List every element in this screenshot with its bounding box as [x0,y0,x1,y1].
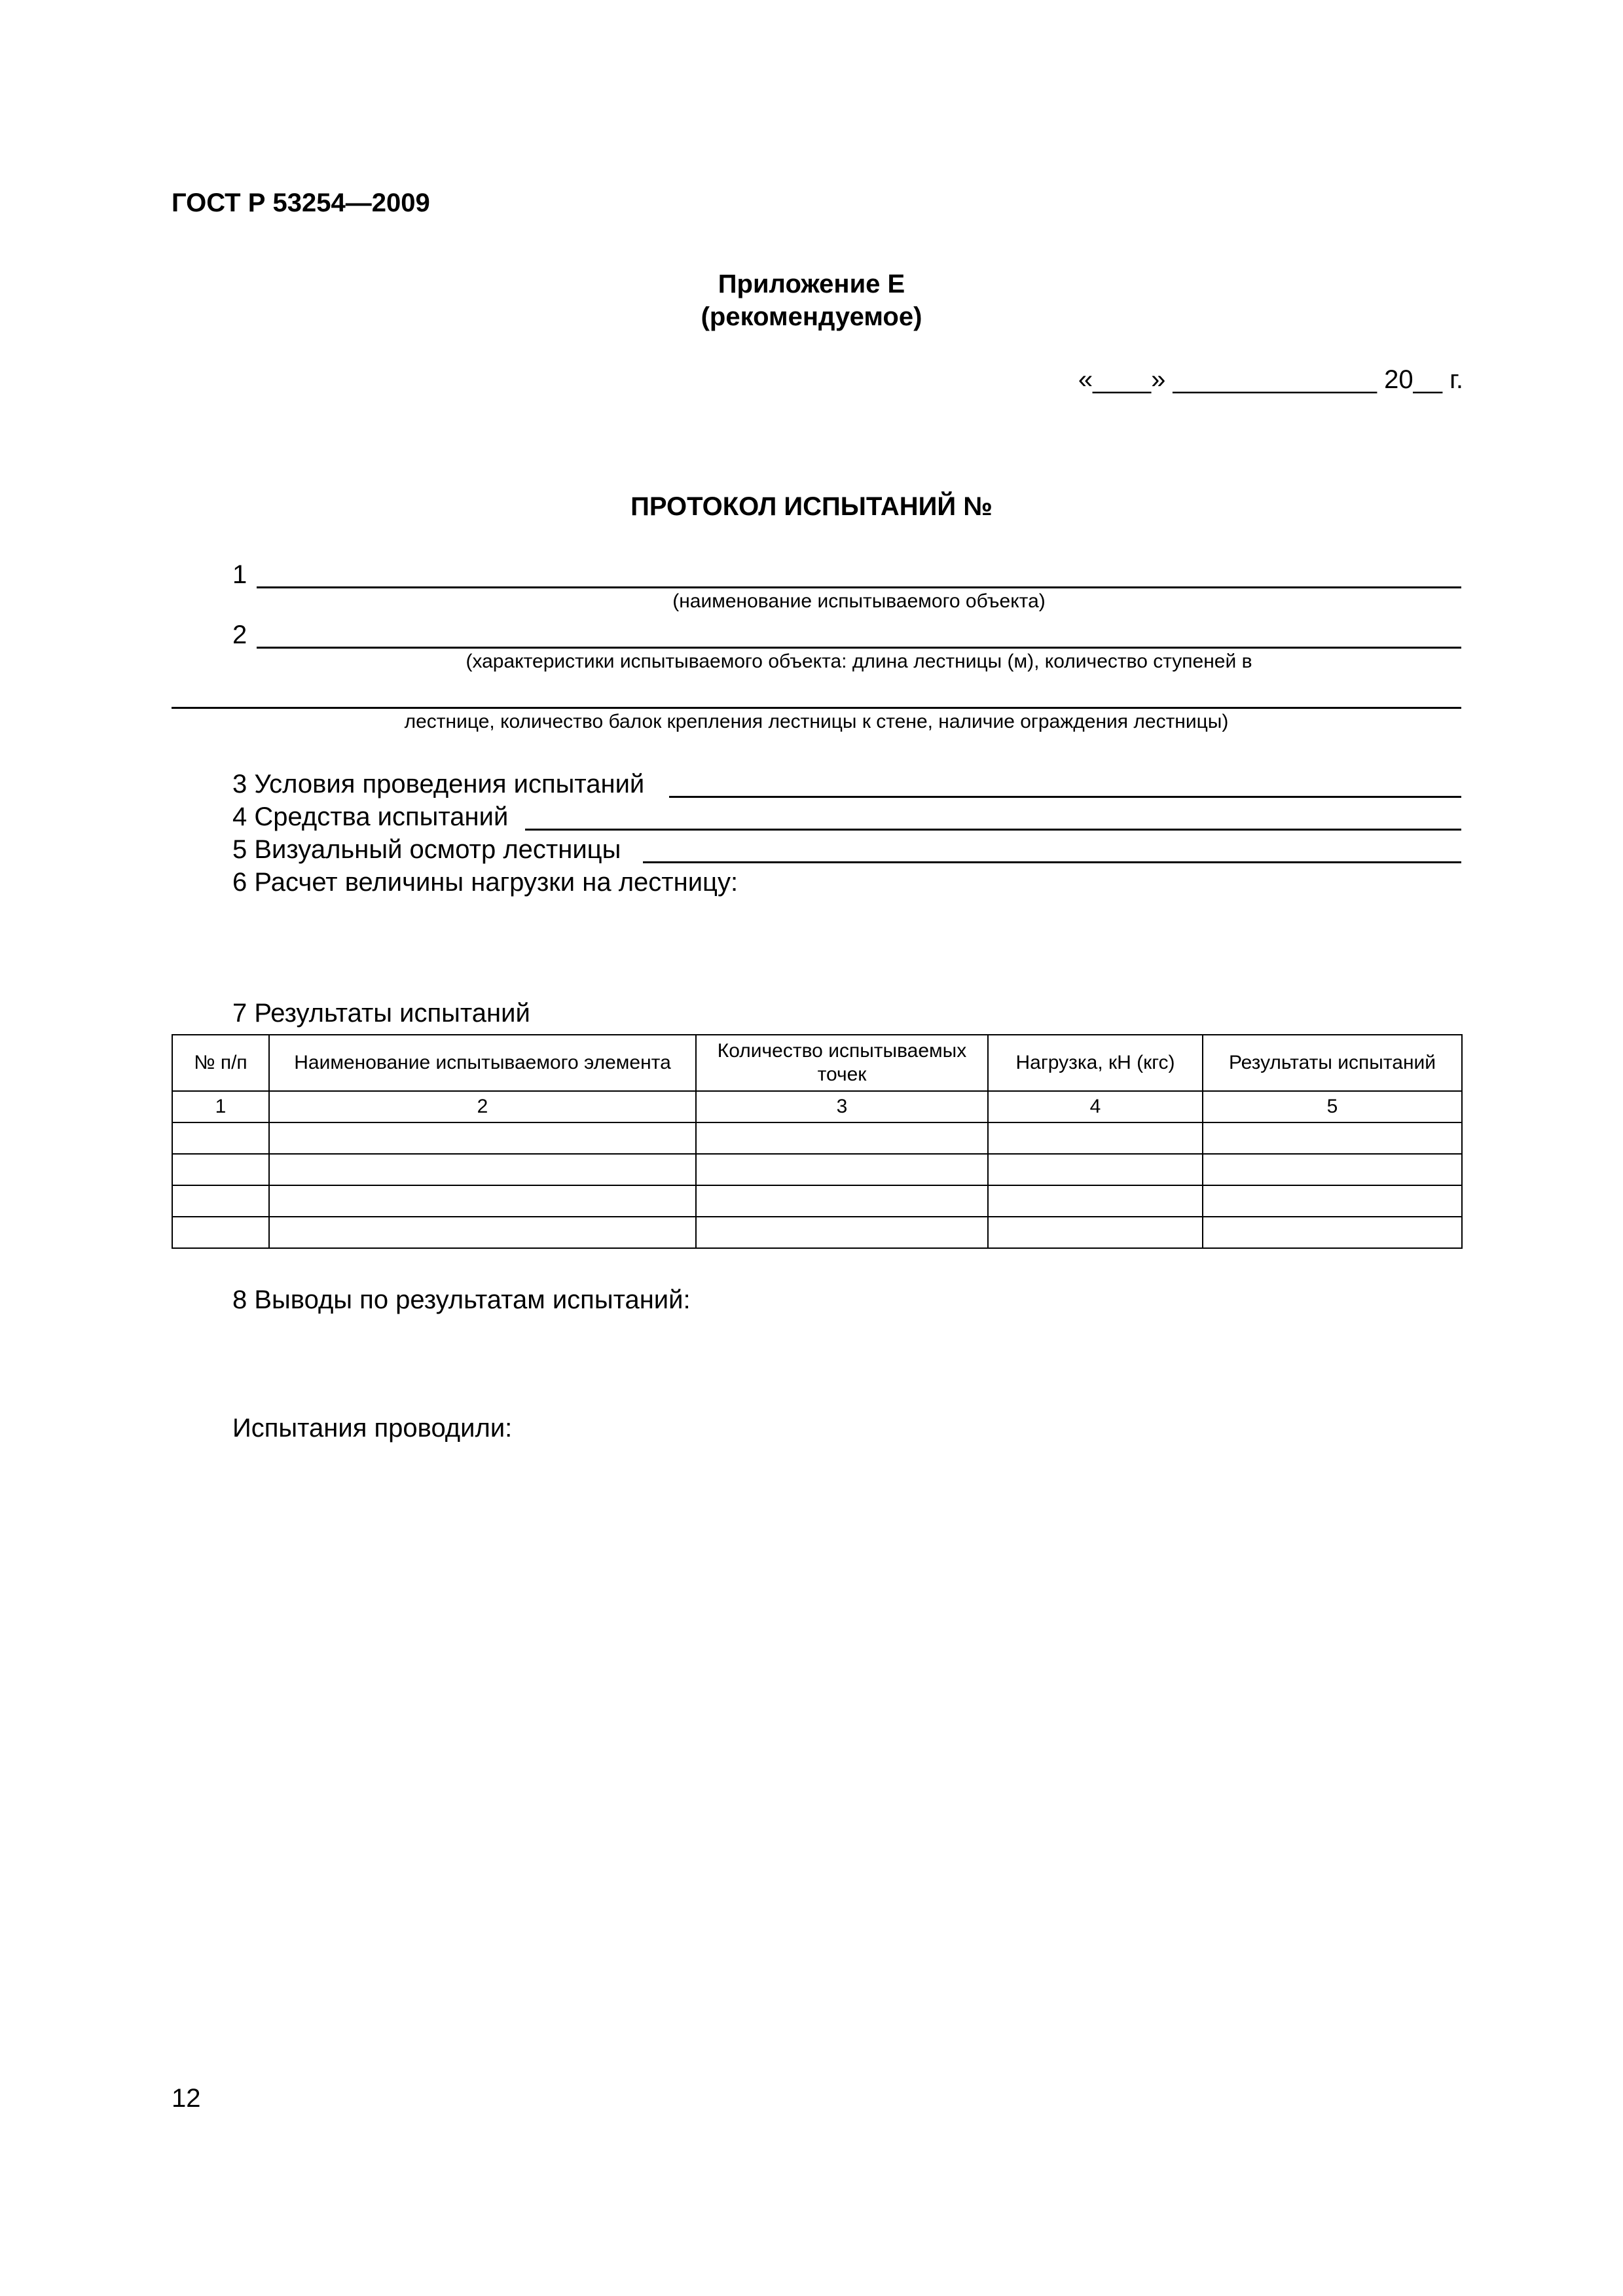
header-load: Нагрузка, кН (кгс) [988,1035,1203,1091]
table-row [172,1154,1462,1185]
field2-line-2 [172,707,1461,709]
table-cell [988,1185,1203,1217]
field1-line [257,586,1461,588]
item-conclusions: 8 Выводы по результатам испытаний: [232,1285,691,1314]
field1-caption: (наименование испытываемого объекта) [672,590,1046,612]
table-cell [269,1122,696,1154]
column-number: 4 [988,1091,1203,1122]
conditions-line [669,796,1461,798]
table-cell [1203,1185,1462,1217]
header-number: № п/п [172,1035,269,1091]
table-cell [696,1185,988,1217]
header-element-name: Наименование испытываемого элемента [269,1035,696,1091]
table-row [172,1122,1462,1154]
standard-header: ГОСТ Р 53254—2009 [172,188,430,217]
table-cell [696,1217,988,1248]
results-table [172,1034,1463,1249]
table-row [172,1217,1462,1248]
field1-number: 1 [232,560,247,589]
appendix-title: Приложение Е [718,270,905,298]
table-cell [172,1217,269,1248]
means-line [525,829,1461,831]
item-results: 7 Результаты испытаний [232,999,530,1028]
header-points-count: Количество испытываемых точек [696,1035,988,1091]
protocol-title: ПРОТОКОЛ ИСПЫТАНИЙ № [630,492,993,521]
table-cell [988,1217,1203,1248]
table-cell [172,1154,269,1185]
table-column-numbers-row [172,1091,1462,1122]
date-line: «____» ______________ 20__ г. [1078,365,1463,394]
field2-number: 2 [232,620,247,649]
table-cell [1203,1154,1462,1185]
table-cell [269,1217,696,1248]
visual-line [643,861,1461,863]
table-header-row [172,1035,1462,1091]
table-cell [988,1122,1203,1154]
column-number: 3 [696,1091,988,1122]
item-calc: 6 Расчет величины нагрузки на лестницу: [232,868,739,897]
table-cell [269,1185,696,1217]
field2-line [257,647,1461,649]
field2-caption-1: (характеристики испытываемого объекта: длина лестницы (м), количество ступеней в [465,651,1252,672]
item-visual: 5 Визуальный осмотр лестницы [232,835,621,864]
table-cell [1203,1122,1462,1154]
column-number: 2 [269,1091,696,1122]
column-number: 5 [1203,1091,1462,1122]
field2-caption-2: лестнице, количество балок крепления лестницы к стене, наличие ограждения лестницы) [404,711,1229,732]
item-conditions: 3 Условия проведения испытаний [232,770,645,798]
item-performed: Испытания проводили: [232,1414,513,1443]
table-cell [696,1122,988,1154]
page-number: 12 [172,2084,201,2113]
column-number: 1 [172,1091,269,1122]
table-cell [1203,1217,1462,1248]
table-cell [696,1154,988,1185]
header-results: Результаты испытаний [1203,1035,1462,1091]
table-cell [269,1154,696,1185]
appendix-status: (рекомендуемое) [701,302,922,331]
table-row [172,1185,1462,1217]
item-means: 4 Средства испытаний [232,802,509,831]
table-cell [172,1185,269,1217]
table-cell [172,1122,269,1154]
table-cell [988,1154,1203,1185]
